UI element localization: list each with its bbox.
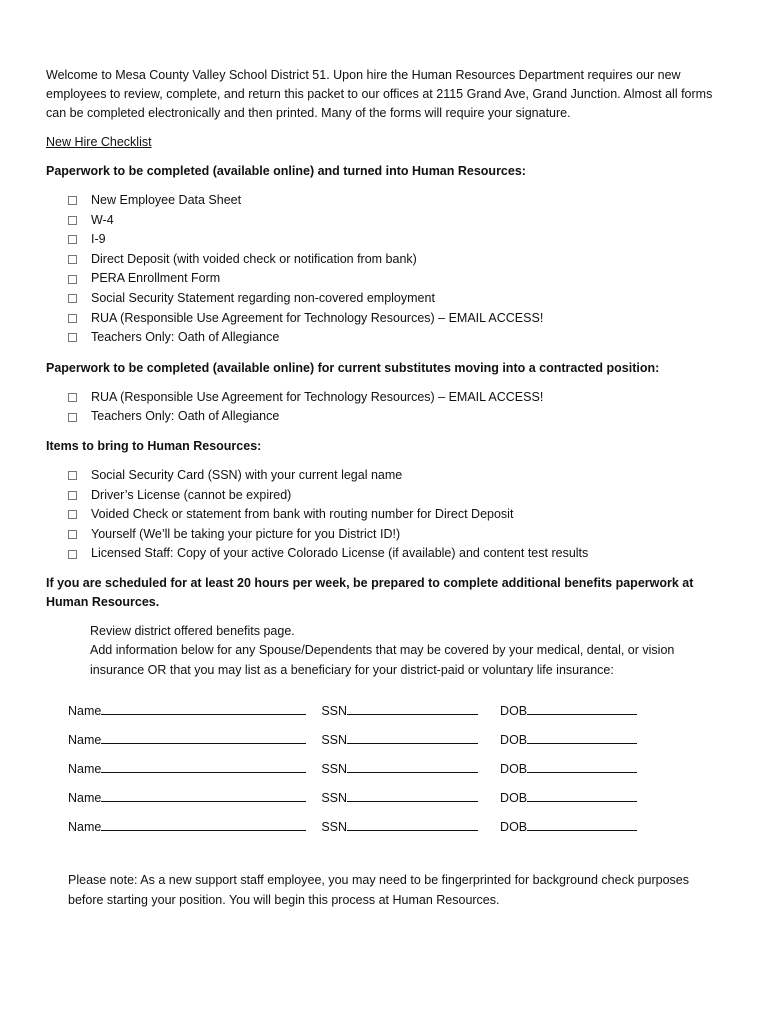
checkbox[interactable] xyxy=(68,294,77,303)
name-field[interactable] xyxy=(101,731,306,744)
name-field[interactable] xyxy=(101,818,306,831)
section2-list xyxy=(46,388,730,427)
checkbox[interactable] xyxy=(68,393,77,402)
dob-field[interactable] xyxy=(527,731,637,744)
section3-list xyxy=(46,466,730,564)
section4-heading: If you are scheduled for at least 20 hours per week, be prepared to complete additional benefits paperwork at Human Resources. xyxy=(46,575,694,609)
review-benefits-text: Review district offered benefits page. xyxy=(90,623,295,638)
section1-heading: Paperwork to be completed (available online) and turned into Human Resources: xyxy=(46,164,526,178)
dob-field[interactable] xyxy=(527,702,637,715)
checkbox[interactable] xyxy=(68,550,77,559)
dob-label: DOB xyxy=(500,704,528,719)
list-item: New Employee Data Sheet xyxy=(68,191,730,211)
intro-paragraph: Welcome to Mesa County Valley School District 51. Upon hire the Human Resources Department requires our new employees to review, complete, and return this packet to our offices at 2115 Grand Ave, Grand Junction. Almost all forms can be completed electronically and then printed. Many of the forms will require your signature. xyxy=(46,68,713,120)
ssn-field[interactable] xyxy=(347,731,478,744)
name-label: Name xyxy=(68,704,102,719)
list-item: RUA (Responsible Use Agreement for Technology Resources) – EMAIL ACCESS! xyxy=(68,309,730,329)
list-item: I-9 xyxy=(68,230,730,250)
checkbox[interactable] xyxy=(68,530,77,539)
checkbox[interactable] xyxy=(68,413,77,422)
name-label: Name xyxy=(68,762,102,777)
dependent-row xyxy=(68,805,730,834)
ssn-label: SSN xyxy=(321,762,348,777)
ssn-field[interactable] xyxy=(347,760,478,773)
name-label: Name xyxy=(68,791,102,806)
checkbox[interactable] xyxy=(68,196,77,205)
dob-label: DOB xyxy=(500,733,528,748)
list-item: Social Security Statement regarding non-covered employment xyxy=(68,289,730,309)
dob-field[interactable] xyxy=(527,760,637,773)
checkbox[interactable] xyxy=(68,235,77,244)
name-field[interactable] xyxy=(101,702,306,715)
section3-heading: Items to bring to Human Resources: xyxy=(46,438,262,453)
dependent-row xyxy=(68,718,730,747)
list-item: RUA (Responsible Use Agreement for Technology Resources) – EMAIL ACCESS! xyxy=(68,388,730,408)
checklist-title: New Hire Checklist xyxy=(46,135,152,149)
dob-field[interactable] xyxy=(527,818,637,831)
dob-label: DOB xyxy=(500,820,528,835)
dob-label: DOB xyxy=(500,791,528,806)
ssn-field[interactable] xyxy=(347,818,478,831)
add-info-text: Add information below for any Spouse/Dependents that may be covered by your medical, dental, or vision insurance OR that you may list as a beneficiary for your district-paid or voluntary life insurance: xyxy=(90,643,675,677)
checkbox[interactable] xyxy=(68,510,77,519)
list-item: W-4 xyxy=(68,211,730,231)
ssn-field[interactable] xyxy=(347,789,478,802)
checkbox[interactable] xyxy=(68,314,77,323)
name-field[interactable] xyxy=(101,760,306,773)
ssn-field[interactable] xyxy=(347,702,478,715)
list-item: Teachers Only: Oath of Allegiance xyxy=(68,407,730,427)
list-item: Voided Check or statement from bank with routing number for Direct Deposit xyxy=(68,505,730,525)
fingerprint-note: Please note: As a new support staff employee, you may need to be fingerprinted for background check purposes before starting your position. You will begin this process at Human Resources. xyxy=(68,873,689,907)
list-item: Yourself (We’ll be taking your picture for you District ID!) xyxy=(68,525,730,545)
name-label: Name xyxy=(68,733,102,748)
ssn-label: SSN xyxy=(321,704,348,719)
section1-list xyxy=(46,191,730,348)
name-field[interactable] xyxy=(101,789,306,802)
name-label: Name xyxy=(68,820,102,835)
dependents-fields xyxy=(46,689,730,834)
dependent-row xyxy=(68,747,730,776)
list-item: PERA Enrollment Form xyxy=(68,269,730,289)
section2-heading: Paperwork to be completed (available online) for current substitutes moving into a contracted position: xyxy=(46,360,660,375)
checkbox[interactable] xyxy=(68,471,77,480)
checkbox[interactable] xyxy=(68,275,77,284)
list-item: Driver’s License (cannot be expired) xyxy=(68,486,730,506)
dependent-row xyxy=(68,776,730,805)
checkbox[interactable] xyxy=(68,216,77,225)
list-item: Licensed Staff: Copy of your active Colorado License (if available) and content test results xyxy=(68,544,730,564)
list-item: Direct Deposit (with voided check or notification from bank) xyxy=(68,250,730,270)
ssn-label: SSN xyxy=(321,820,348,835)
dependent-row xyxy=(68,689,730,718)
ssn-label: SSN xyxy=(321,791,348,806)
ssn-label: SSN xyxy=(321,733,348,748)
list-item: Social Security Card (SSN) with your current legal name xyxy=(68,466,730,486)
dob-field[interactable] xyxy=(527,789,637,802)
list-item: Teachers Only: Oath of Allegiance xyxy=(68,328,730,348)
dob-label: DOB xyxy=(500,762,528,777)
checkbox[interactable] xyxy=(68,491,77,500)
checkbox[interactable] xyxy=(68,333,77,342)
checkbox[interactable] xyxy=(68,255,77,264)
